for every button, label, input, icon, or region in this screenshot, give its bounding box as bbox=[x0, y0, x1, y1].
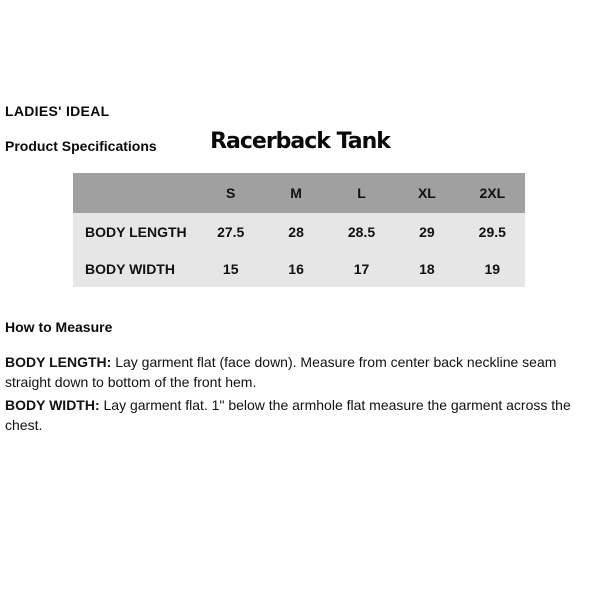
body-length-value-m: 28 bbox=[288, 223, 304, 240]
brand-label: LADIES' IDEAL bbox=[5, 103, 110, 119]
how-to-measure-heading: How to Measure bbox=[5, 319, 113, 335]
body-width-value-xl: 18 bbox=[419, 260, 435, 277]
body-width-value-2xl: 19 bbox=[484, 260, 501, 277]
section-label: Product Specifications bbox=[5, 138, 157, 154]
row-label-body-width: BODY WIDTH bbox=[85, 260, 175, 277]
body-width-row bbox=[73, 250, 525, 287]
body-length-value-s: 27.5 bbox=[217, 223, 245, 240]
product-title: Racerback Tank bbox=[210, 129, 390, 154]
body-width-term: BODY WIDTH: bbox=[5, 397, 100, 413]
size-col-2xl: 2XL bbox=[479, 185, 506, 201]
body-length-value-l: 28.5 bbox=[347, 223, 376, 240]
body-width-value-l: 17 bbox=[353, 260, 370, 277]
body-width-value-m: 16 bbox=[288, 260, 304, 277]
measure-instructions bbox=[5, 352, 597, 435]
row-label-body-length: BODY LENGTH bbox=[85, 223, 187, 240]
size-col-xl: XL bbox=[417, 185, 436, 201]
body-length-term: BODY LENGTH: bbox=[5, 354, 112, 370]
size-col-l: L bbox=[357, 185, 366, 201]
body-length-value-2xl: 29.5 bbox=[478, 223, 506, 240]
size-col-m: M bbox=[290, 185, 302, 201]
size-chart-header-row bbox=[73, 173, 525, 213]
body-length-value-xl: 29 bbox=[419, 223, 435, 240]
size-chart-table bbox=[73, 173, 525, 287]
body-width-instruction bbox=[5, 395, 597, 435]
body-length-row bbox=[73, 213, 525, 250]
body-length-instruction bbox=[5, 352, 597, 392]
body-width-value-s: 15 bbox=[222, 260, 239, 277]
body-width-instruction-text: Lay garment flat. 1" below the armhole flat measure the garment across the chest. bbox=[5, 397, 571, 433]
size-col-s: S bbox=[226, 185, 236, 201]
body-length-instruction-text: Lay garment flat (face down). Measure from center back neckline seam straight down to bottom of the front hem. bbox=[5, 354, 557, 390]
